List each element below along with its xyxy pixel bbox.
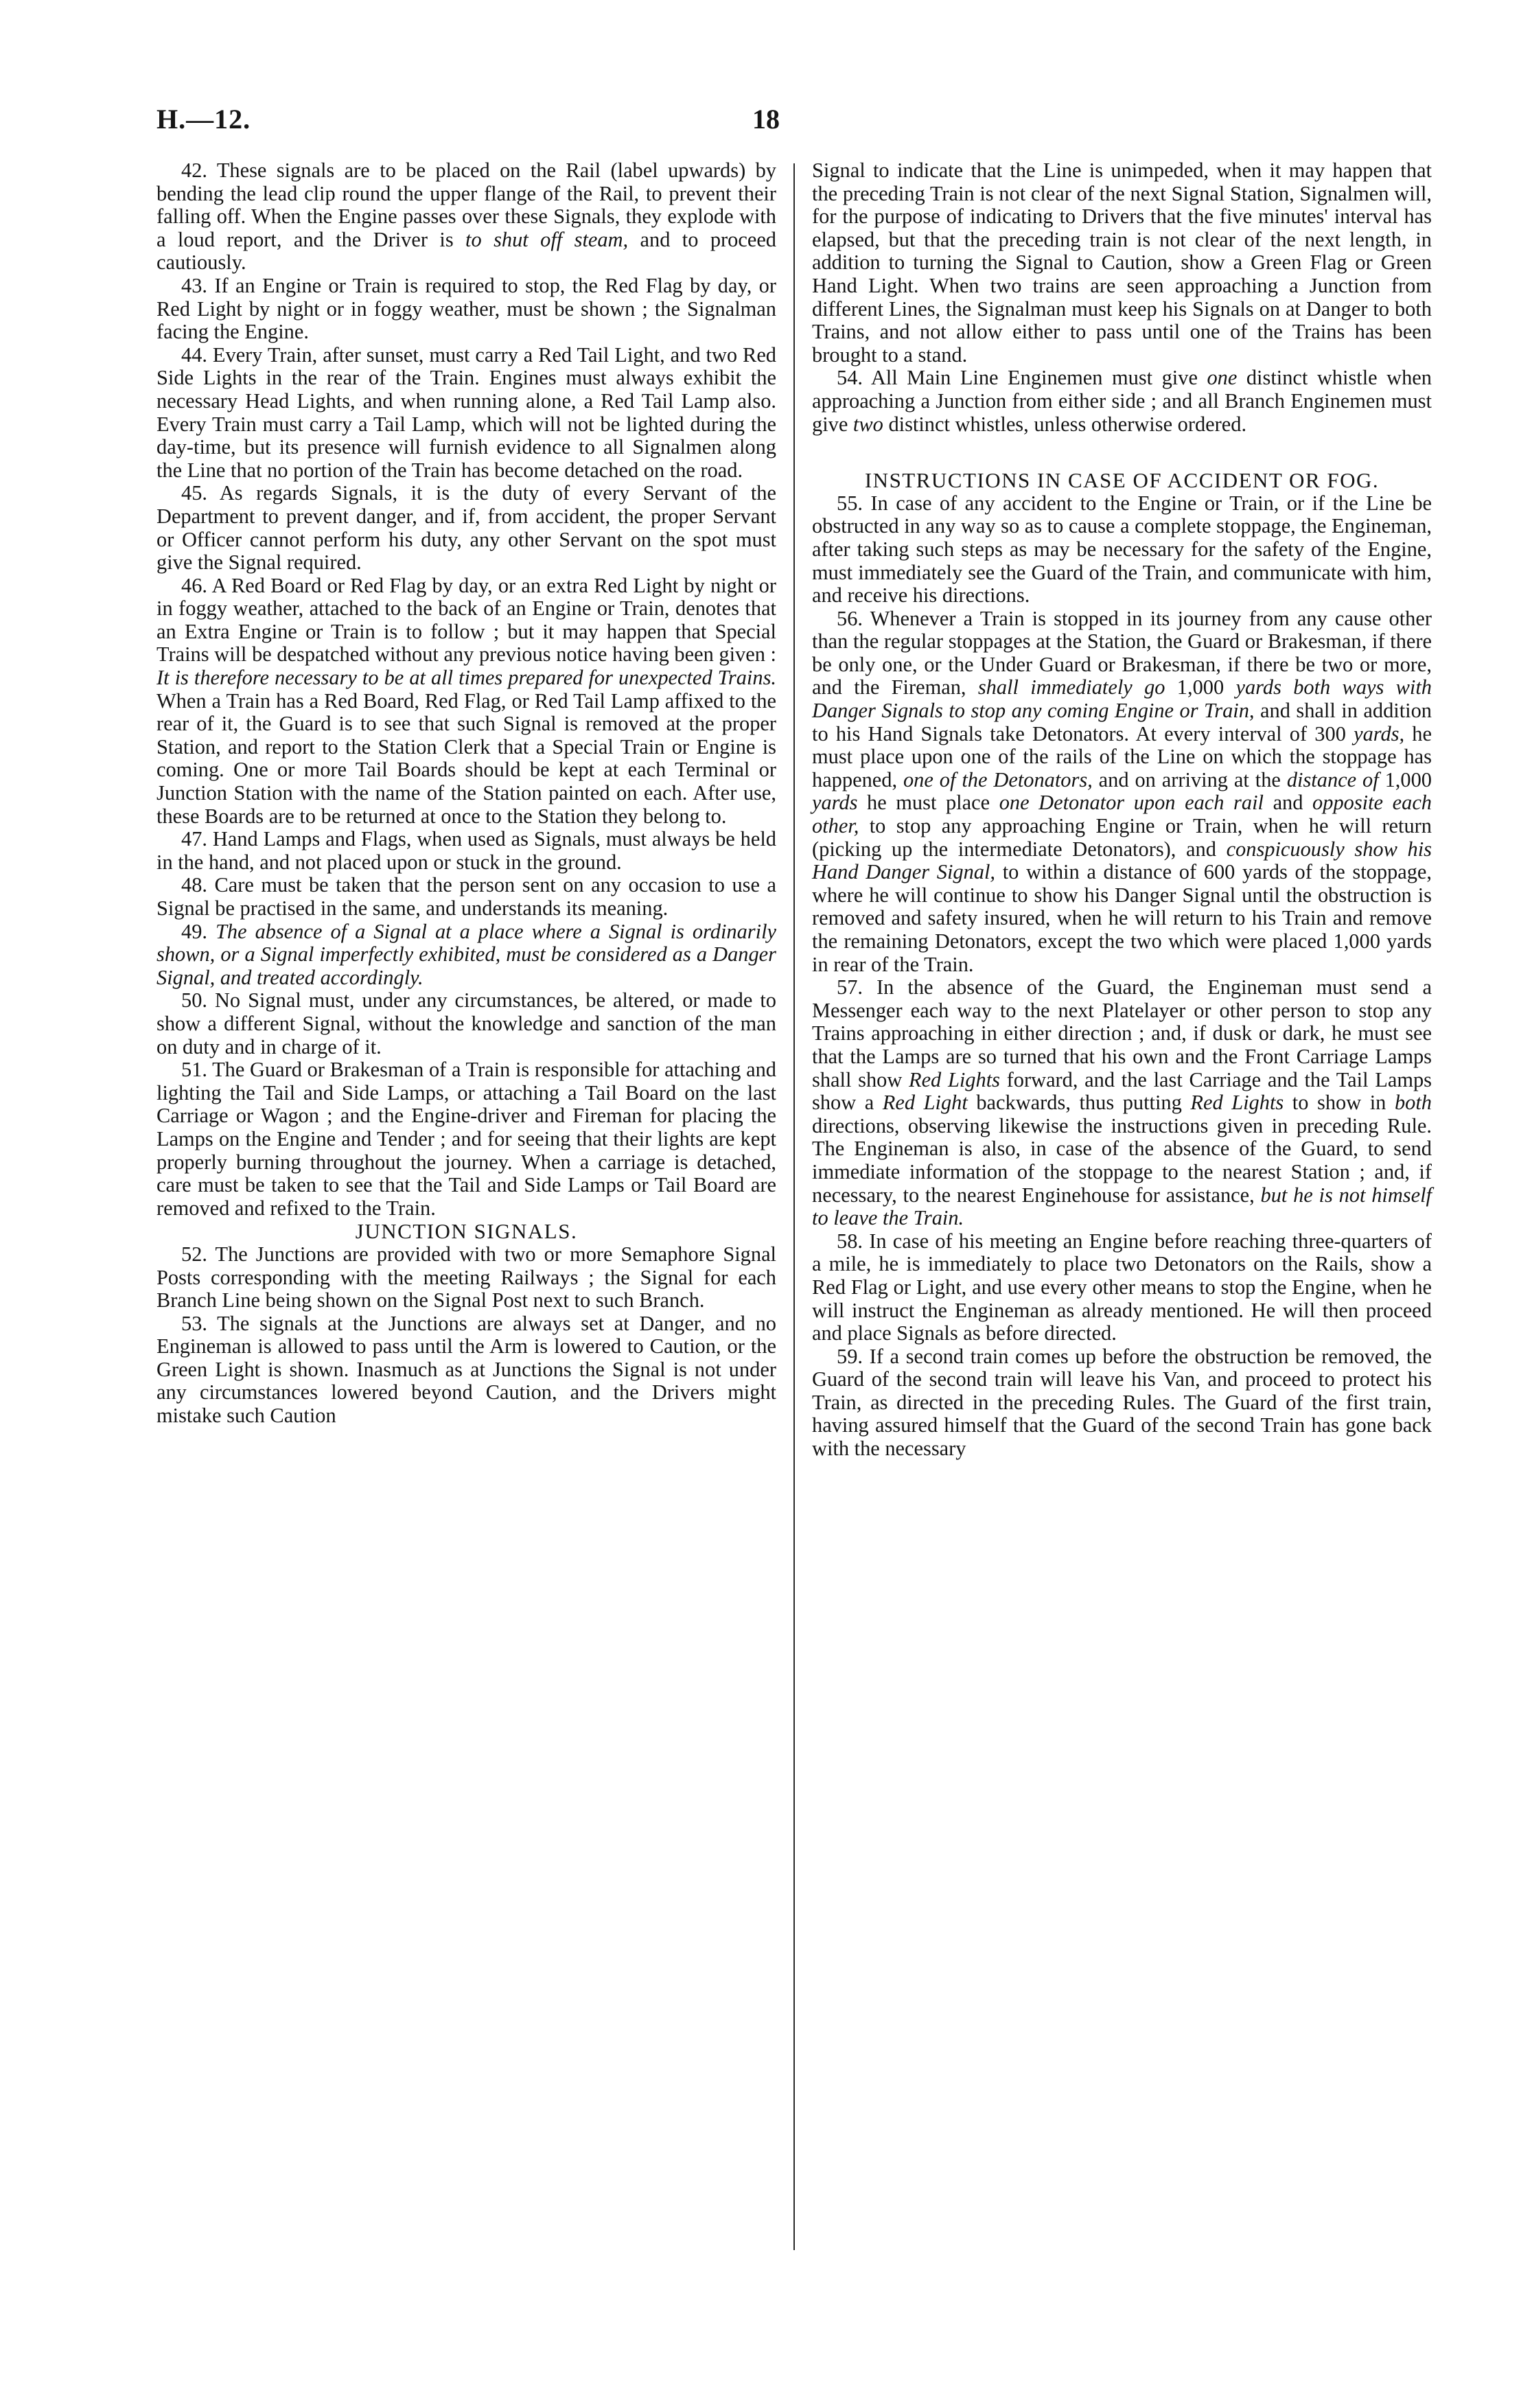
rule-54: 54. All Main Line Enginemen must give one distinct whistle when approaching a Junction from either side ; and all Branch Enginemen must give two distinct whistles, unless otherwise ordered. — [812, 366, 1432, 436]
rule-53: 53. The signals at the Junctions are always set at Danger, and no Engineman is allowed to pass until the Arm is lowered to Caution, or the Green Light is shown. Inasmuch as at Junctions the Signal is not under any circumstances lowered beyond Caution, and the Drivers might mistake such Caution — [156, 1311, 776, 1428]
heading-junction-signals: JUNCTION SIGNALS. — [355, 1219, 578, 1244]
rule-52: 52. The Junctions are provided with two or more Semaphore Signal Posts corresponding with the meeting Railways ; the Signal for each Branch Line being shown on the Signal Post next to such Branch. — [156, 1242, 776, 1312]
heading-accident-or-fog: INSTRUCTIONS IN CASE OF ACCIDENT OR FOG. — [864, 468, 1380, 493]
document-reference: H.—12. — [156, 104, 251, 135]
rule-46: 46. A Red Board or Red Flag by day, or an extra Red Light by night or in foggy weather, attached to the back of an Engine or Train, denotes that an Extra Engine or Train is to follow ; but it may happen that Special Trains will be despatched without any previous notice having been given : It is therefore necessary to be at all times prepared for unexpected Trains. When a Train has a Red Board, Red Flag, or Red Tail Lamp affixed to the rear of it, the Guard is to see that such Signal is removed at the proper Station, and report to the Station Clerk that a Special Train or Engine is coming. One or more Tail Boards should be kept at each Terminal or Junction Station with the name of the Station painted on each. After use, these Boards are to be returned at once to the Station they belong to. — [156, 573, 776, 828]
rule-55: 55. In case of any accident to the Engine or Train, or if the Line be obstructed in any way so as to cause a complete stoppage, the Engineman, after taking such steps as may be necessary for the safety of the Engine, must immediately see the Guard of the Train, and communicate with him, and receive his directions. — [812, 491, 1432, 607]
rule-43: 43. If an Engine or Train is required to stop, the Red Flag by day, or Red Light by night or in foggy weather, must be shown ; the Signalman facing the Engine. — [156, 273, 776, 344]
page-header — [156, 103, 1376, 144]
page-number: 18 — [752, 104, 780, 135]
rule-53-continued: Signal to indicate that the Line is unimpeded, when it may happen that the preceding Train is not clear of the next Signal Station, Signalmen will, for the purpose of indicating to Drivers that the five minutes' interval has elapsed, but that the preceding train is not clear of the next length, in addition to turning the Signal to Caution, show a Green Flag or Green Hand Light. When two trains are seen approaching a Junction from different Lines, the Signalman must keep his Signals on at Danger to both Trains, and not allow either to pass until one of the Trains has been brought to a stand. — [812, 159, 1432, 367]
rule-45: 45. As regards Signals, it is the duty of every Servant of the Department to prevent danger, and if, from accident, the proper Servant or Officer cannot perform his duty, any other Servant on the spot must give the Signal required. — [156, 481, 776, 575]
rule-56: 56. Whenever a Train is stopped in its journey from any cause other than the regular stoppages at the Station, the Guard or Brakesman, if there be only one, or the Under Guard or Brakesman, if there be two or more, and the Fireman, shall immediately go 1,000 yards both ways with Danger Signals to stop any coming Engine or Train, and shall in addition to his Hand Signals take Detonators. At every interval of 300 yards, he must place upon one of the rails of the Line on which the stoppage has happened, one of the Detonators, and on arriving at the distance of 1,000 yards he must place one Detonator upon each rail and opposite each other, to stop any approaching Engine or Train, when he will return (picking up the intermediate Detonators), and conspicuously show his Hand Danger Signal, to within a distance of 600 yards of the stoppage, where he will continue to show his Danger Signal until the obstruction is removed and safety insured, when he will return to his Train and remove the remaining Detonators, except the two which were placed 1,000 yards in rear of the Train. — [812, 606, 1432, 976]
two-column-body — [156, 159, 1432, 2253]
rule-59: 59. If a second train comes up before the obstruction be removed, the Guard of the second train will leave his Van, and proceed to protect his Train, as directed in the preceding Rules. The Guard of the first train, having assured himself that the Guard of the second Train has gone back with the necessary — [812, 1344, 1432, 1461]
rule-49: 49. The absence of a Signal at a place where a Signal is ordinarily shown, or a Signal imperfectly exhibited, must be considered as a Danger Signal, and treated accordingly. — [156, 919, 777, 989]
column-divider — [793, 163, 795, 2250]
rule-47: 47. Hand Lamps and Flags, when used as Signals, must always be held in the hand, and not placed upon or stuck in the ground. — [156, 827, 776, 874]
rule-57: 57. In the absence of the Guard, the Engineman must send a Messenger each way to the next Platelayer or other person to stop any Trains approaching in either direction ; and, if dusk or dark, he must see that the Lamps are so turned that his own and the Front Carriage Lamps shall show Red Lights forward, and the last Carriage and the Tail Lamps show a Red Light backwards, thus putting Red Lights to show in both directions, observing likewise the instructions given in preceding Rule. The Engineman is also, in case of the absence of the Guard, to send immediate information of the stoppage to the nearest Station ; and, if necessary, to the nearest Enginehouse for assistance, but he is not himself to leave the Train. — [812, 975, 1432, 1230]
left-column — [156, 159, 776, 2253]
rule-58: 58. In case of his meeting an Engine before reaching three-quarters of a mile, he is immediately to place two Detonators on the Rails, show a Red Flag or Light, and use every other means to stop the Engine, when he will instruct the Engineman as already mentioned. He will then proceed and place Signals as before directed. — [812, 1229, 1432, 1345]
rule-48: 48. Care must be taken that the person sent on any occasion to use a Signal be practised in the same, and understands its meaning. — [156, 873, 776, 920]
right-column — [812, 159, 1432, 2253]
rule-42: 42. These signals are to be placed on the Rail (label upwards) by bending the lead clip round the upper flange of the Rail, to prevent their falling off. When the Engine passes over these Signals, they explode with a loud report, and the Driver is to shut off steam, and to proceed cautiously. — [156, 159, 776, 275]
rule-51: 51. The Guard or Brakesman of a Train is responsible for attaching and lighting the Tail and Side Lamps, or attaching a Tail Board on the last Carriage or Wagon ; and the Engine-driver and Fireman for placing the Lamps on the Engine and Tender ; and for seeing that their lights are kept properly burning throughout the journey. When a carriage is detached, care must be taken to see that the Tail and Side Lamps or Tail Board are removed and refixed to the Train. — [156, 1058, 776, 1220]
rule-44: 44. Every Train, after sunset, must carry a Red Tail Light, and two Red Side Lights in the rear of the Train. Engines must always exhibit the necessary Head Lights, and when running alone, a Red Tail Lamp also. Every Train must carry a Tail Lamp, which will not be lighted during the day-time, but its presence will furnish evidence to all Signalmen along the Line that no portion of the Train has become detached on the road. — [156, 343, 776, 482]
rule-50: 50. No Signal must, under any circumstances, be altered, or made to show a different Signal, without the knowledge and sanction of the man on duty and in charge of it. — [156, 988, 776, 1058]
